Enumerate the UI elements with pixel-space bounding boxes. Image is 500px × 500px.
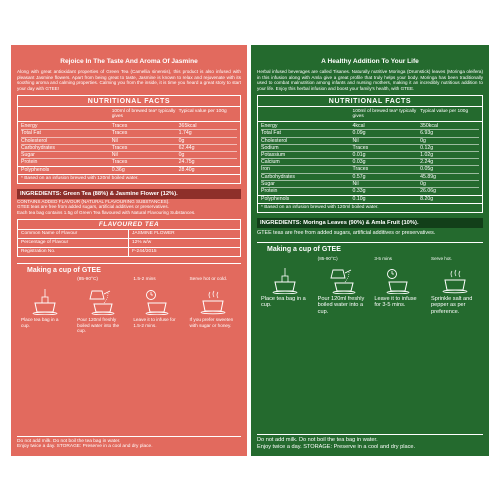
moringa-panel (251, 45, 489, 456)
added-flavour-note: CONTAINS ADDED FLAVOUR (NATURAL FLAVOURING SUBSTANCES). (17, 198, 170, 204)
step-label: Serve hot or cold. (189, 277, 228, 283)
clock-icon (142, 289, 172, 315)
nutrient-name: Calcium (261, 159, 280, 166)
nutrition-row (261, 123, 479, 130)
nutrition-title: NUTRITIONAL FACTS (18, 96, 240, 107)
nutrition-header-cell: Typical value per 100g (420, 108, 469, 114)
nutrient-per-100g: 1.02g (420, 152, 434, 158)
jasmine-intro: Along with great antioxidant properties of Green Tea (Camellia sinensis), this product is also infused with pleasant Jasmine flowers. Apart from being great to taste, Jasmine is known to relax and rejuvenate with its soothing aroma and calming properties. Calming you from the inside, it is time you heard a great story to start your day with GTEE! (17, 69, 241, 91)
nutrition-header-cell (261, 109, 353, 120)
nutrient-per-100g: 1.74g (178, 130, 192, 137)
flavoured-tea-table (17, 219, 241, 257)
flavour-value: JASMINE FLOWER (132, 231, 175, 237)
nutrient-name: Sugar (261, 180, 275, 187)
nutrient-per-100ml: 0.33g (352, 188, 366, 195)
step-label: (85-90°C) (317, 256, 338, 262)
nutrient-per-100g: 45.89g (420, 173, 436, 180)
polyphenols-row (258, 195, 482, 202)
nutrient-name: Sodium (261, 144, 279, 151)
steaming-cup-icon (198, 289, 228, 315)
nutrient-per-100ml: Nil (111, 137, 118, 144)
brew-step-serve (431, 256, 479, 315)
nutrient-name: Iron (261, 166, 270, 173)
jasmine-panel (11, 45, 247, 456)
nutrition-row (261, 130, 479, 137)
footer-line: Do not add milk. Do not boil the tea bag in water. (17, 438, 121, 444)
nutrient-name: Sugar (21, 152, 35, 158)
moringa-footer (257, 434, 483, 450)
nutrition-row (21, 130, 237, 137)
brew-step-place-bag (21, 277, 69, 334)
nutrient-per-100ml: 0.36g (111, 167, 125, 174)
step-description: Leave it to infuse for 3-5 mins. (374, 296, 417, 309)
nutrient-per-100g: 26.06g (420, 188, 436, 195)
flavoured-tea-row (18, 230, 240, 239)
nutrition-row (261, 159, 479, 166)
step-description: Pour 120ml freshly boiled water into a cup. (317, 296, 365, 315)
step-description: Place tea bag in a cup. (21, 317, 59, 328)
flavoured-tea-row (18, 239, 240, 248)
step-description: Place tea bag in a cup. (261, 296, 306, 309)
footer-line: Enjoy twice a day. STORAGE: Preserve in a cool and dry place. (257, 443, 416, 450)
cup-with-teabag-icon (270, 268, 300, 294)
nutrition-row (21, 159, 237, 165)
kettle-pouring-icon (327, 268, 357, 294)
nutrient-per-100g: 0g (420, 180, 426, 187)
jasmine-heading: Rejoice In The Taste And Aroma Of Jasmine (60, 58, 198, 65)
nutrition-footnote: * Based on an infusion brewed with 120ml boiled water. (258, 203, 482, 212)
nutrient-name: Carbohydrates (261, 173, 296, 180)
nutrition-row (261, 145, 479, 152)
nutrient-per-100g: 62.44g (178, 144, 195, 151)
nutrient-per-100g: 24.75g (178, 159, 195, 166)
nutrient-per-100ml: Nil (352, 180, 359, 187)
moringa-intro: Herbal infused beverages are called Tisanes. Naturally nutritive Moringa (Drumstick) leaves (Moringa oleifera) in this infusion along with Amla give a great profile that truly helps your body. Moringa has been traditionally used to combat malnutrition among infants and nursing mothers, making it an incredibly nutritious addition to your life. Enjoy this herbal infusion and boost your family's health, with GTEE. (257, 69, 483, 91)
flavour-value: 12% w/w (132, 240, 152, 246)
nutrient-name: Energy (21, 123, 38, 130)
brewing-title: Making a cup of GTEE (267, 246, 341, 254)
nutrient-name: Cholesterol (21, 137, 48, 144)
nutrient-name: Energy (261, 123, 278, 130)
brew-step-place-bag (261, 256, 309, 315)
brew-step-pour-water (318, 256, 366, 315)
polyphenols-row (18, 166, 240, 173)
nutrition-row (21, 145, 237, 152)
nutrient-per-100ml: 0.09g (352, 130, 366, 137)
flavour-key: Registration No. (18, 248, 129, 256)
nutrient-name: Total Fat (21, 130, 41, 137)
step-description: Leave it to infuse for 1.5-2 mins. (133, 317, 176, 328)
nutrient-name: Carbohydrates (21, 144, 56, 151)
brewing-title: Making a cup of GTEE (27, 267, 101, 275)
clock-icon (383, 268, 413, 294)
nutrient-per-100ml: Traces (111, 123, 128, 130)
nutrient-per-100ml: Traces (352, 166, 369, 173)
brewing-instructions (257, 242, 483, 315)
nutrient-per-100ml: 0.01g (352, 152, 366, 158)
free-from-note: GTEE teas are free from added sugars, artificial additives or preservatives. (17, 204, 169, 210)
step-label: 1.5-2 mins (133, 277, 156, 283)
nutrition-row (261, 174, 479, 181)
nutrition-row (21, 138, 237, 145)
jasmine-footer (17, 436, 241, 450)
nutrition-table (17, 95, 241, 183)
step-label: 3-5 mins (374, 256, 392, 262)
nutrient-per-100g: 8.20g (420, 196, 434, 203)
nutrient-name: Protein (261, 188, 278, 195)
brew-step-infuse (374, 256, 422, 315)
nutrient-per-100ml: Traces (111, 159, 128, 166)
brew-step-serve (189, 277, 237, 334)
nutrition-row (261, 181, 479, 188)
nutrient-name: Polyphenols (261, 196, 290, 203)
step-description: Pour 120ml freshly boiled water into the cup. (77, 317, 120, 334)
footer-line: Do not add milk. Do not boil the tea bag in water. (257, 437, 378, 444)
nutrition-header (18, 107, 240, 122)
kettle-pouring-icon (86, 289, 116, 315)
tea-bag-contents-note: Each tea bag contains 1.5g of Green Tea flavoured with Natural Flavouring Substances. (17, 209, 196, 215)
nutrient-per-100g: 0.05g (420, 166, 434, 173)
nutrient-name: Cholesterol (261, 137, 288, 144)
step-label (261, 256, 309, 266)
nutrient-name: Protein (21, 159, 38, 166)
moringa-heading: A Healthy Addition To Your Life (321, 58, 419, 65)
nutrient-name: Potassium (261, 152, 286, 158)
nutrient-per-100ml: 0.57g (352, 173, 366, 180)
nutrition-header-cell: 100ml of brewed tea* typically gives (352, 108, 417, 120)
nutrient-per-100g: 0g (420, 137, 426, 144)
nutrient-per-100ml: Traces (111, 130, 128, 137)
nutrition-rows (258, 122, 482, 195)
cup-with-teabag-icon (30, 289, 60, 315)
brewing-instructions (17, 263, 241, 334)
nutrition-rows (18, 122, 240, 166)
nutrient-per-100g: 2.24g (420, 159, 434, 166)
nutrition-row (21, 123, 237, 130)
nutrition-table (257, 95, 483, 212)
nutrient-per-100g: 365kcal (178, 123, 197, 130)
nutrient-per-100g: 28.40g (178, 167, 195, 174)
brewing-steps (257, 256, 483, 315)
nutrient-per-100g: 0g (178, 137, 185, 144)
flavoured-tea-row (18, 248, 240, 256)
nutrient-per-100g: 6.93g (420, 130, 434, 137)
nutrient-per-100ml: Traces (352, 144, 369, 151)
step-label: Serve hot. (431, 256, 452, 262)
nutrition-header-cell: 100ml of brewed tea* typically gives (111, 108, 176, 120)
steaming-cup-icon (440, 268, 470, 294)
step-label (21, 277, 69, 287)
flavour-key: Percentage of Flavour (18, 239, 129, 247)
nutrient-per-100ml: 0.10g (352, 196, 366, 203)
nutrient-per-100ml: Nil (111, 152, 118, 158)
free-from-note: GTEE teas are free from added sugars, artificial additives or preservatives. (257, 229, 436, 236)
nutrient-per-100ml: Nil (352, 137, 359, 144)
nutrition-header-cell (21, 109, 112, 120)
nutrition-row (21, 152, 237, 159)
footer-line: Enjoy twice a day. STORAGE: Preserve in a cool and dry place. (17, 444, 153, 450)
nutrition-header-cell: Typical value per 100g (178, 108, 227, 114)
nutrient-name: Total Fat (261, 130, 281, 137)
nutrient-per-100ml: 4kcal (352, 123, 365, 130)
nutrition-title: NUTRITIONAL FACTS (258, 96, 482, 107)
step-description: If you prefer sweeten with sugar or honey. (189, 317, 234, 328)
ingredients-bar: INGREDIENTS: Moringa Leaves (90%) & Amla Fruit (10%). (257, 218, 483, 228)
step-description: Sprinkle salt and pepper as per preference. (431, 296, 473, 315)
nutrition-header (258, 107, 482, 122)
nutrient-per-100g: 0.12g (420, 144, 434, 151)
brewing-steps (17, 277, 241, 334)
nutrition-row (261, 138, 479, 145)
nutrient-per-100g: 0g (178, 152, 185, 158)
nutrient-per-100ml: 0.03g (352, 159, 366, 166)
nutrition-row (261, 188, 479, 194)
nutrient-per-100g: 350kcal (420, 123, 439, 130)
step-label: (85-90°C) (77, 277, 99, 283)
flavour-key: Common Name of Flavour (18, 230, 129, 238)
nutrition-row (261, 166, 479, 173)
nutrient-per-100ml: Traces (111, 144, 128, 151)
brew-step-pour-water (77, 277, 125, 334)
nutrition-footnote: * Based on an infusion brewed with 120ml boiled water. (18, 174, 240, 183)
flavoured-tea-title: FLAVOURED TEA (18, 220, 240, 230)
flavour-value: F-244/2015 (132, 249, 157, 255)
brew-step-infuse (133, 277, 181, 334)
nutrition-row (261, 152, 479, 159)
nutrient-name: Polyphenols (21, 167, 50, 174)
ingredients-bar: INGREDIENTS: Green Tea (88%) & Jasmine Flower (12%). (17, 189, 241, 199)
